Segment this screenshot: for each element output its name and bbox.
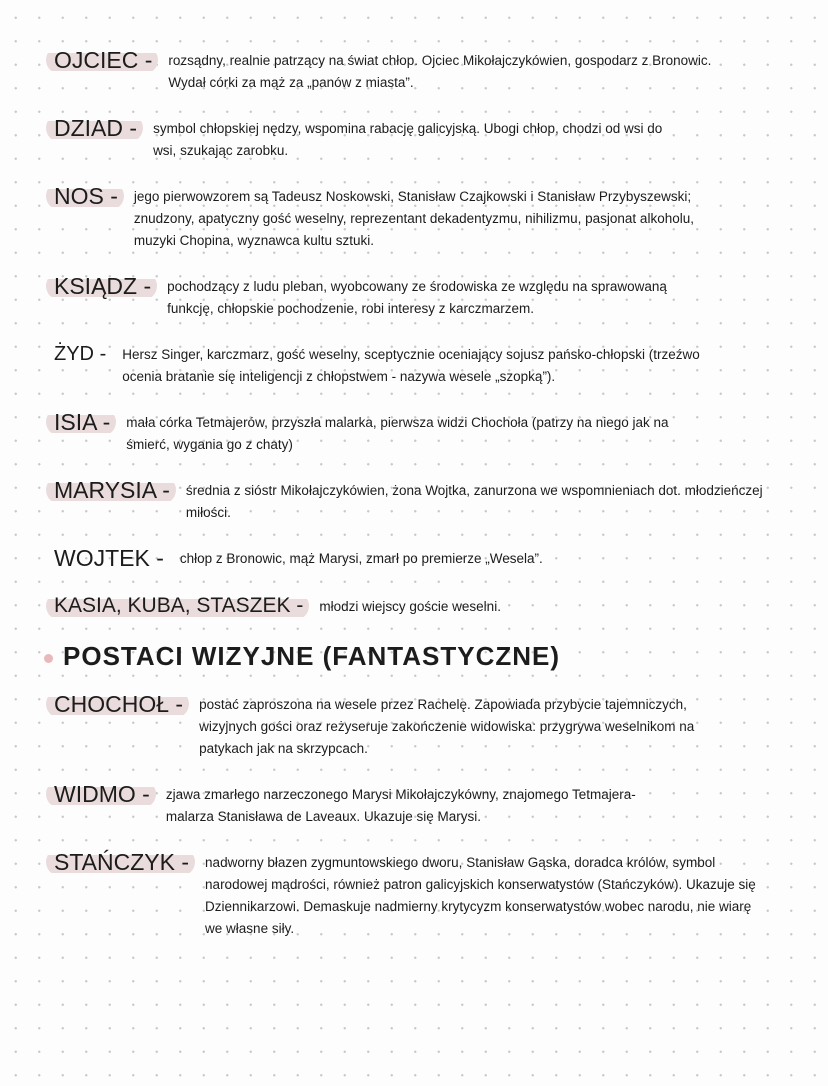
description — [168, 46, 804, 94]
section-heading — [44, 640, 804, 672]
description — [153, 114, 804, 162]
entry-wojtek — [46, 544, 804, 572]
term-label: STAŃCZYK — [54, 849, 175, 875]
term-label: WIDMO — [54, 781, 136, 807]
term-label: OJCIEC — [54, 47, 139, 73]
term-label: KSIĄDZ — [54, 273, 138, 299]
entry-ojciec — [46, 46, 804, 94]
description-line: we własne siły. — [205, 921, 295, 936]
dash: - — [129, 115, 138, 141]
term-marysia — [46, 476, 176, 504]
term-label: NOS — [54, 183, 104, 209]
dash: - — [143, 273, 152, 299]
entry-zyd — [46, 340, 804, 388]
description — [205, 848, 804, 940]
entry-stanczyk — [46, 848, 804, 940]
term-label: WOJTEK — [54, 545, 150, 571]
dash: - — [296, 594, 304, 617]
description-line: znudzony, apatyczny gość weselny, reprezentant dekadentyzmu, nihilizmu, pasjonat alkoholu, — [133, 211, 694, 226]
term-stanczyk — [46, 848, 195, 876]
term-label: ŻYD — [54, 343, 94, 365]
description — [126, 408, 804, 456]
term-label: KASIA, KUBA, STASZEK — [54, 594, 291, 617]
term-kasia-kuba-staszek — [46, 592, 309, 620]
term-nos — [46, 182, 124, 210]
term-label: MARYSIA — [54, 477, 156, 503]
description-line: jego pierwowzorem są Tadeusz Noskowski, Stanisław Czajkowski i Stanisław Przybyszewski; — [133, 189, 692, 204]
section-heading-label: POSTACI WIZYJNE (FANTASTYCZNE) — [63, 641, 561, 671]
term-chochol — [46, 690, 189, 718]
description — [166, 780, 804, 828]
dash: - — [175, 691, 184, 717]
description — [134, 182, 804, 252]
entry-nos — [46, 182, 804, 252]
description-line: malarza Stanisława de Laveaux. Ukazuje się Marysi. — [165, 809, 481, 824]
entry-isia — [46, 408, 804, 456]
term-wojtek — [46, 544, 170, 572]
description-line: nadworny błazen zygmuntowskiego dworu, Stanisław Gąska, doradca królów, symbol — [205, 855, 716, 870]
description-line: pochodzący z ludu pleban, wyobcowany ze środowiska ze względu na sprawowaną — [167, 279, 667, 294]
term-zyd — [46, 340, 112, 368]
description-line: ocenia bratanie się inteligencji z chłopstwem - nazywa wesele „szopką”). — [122, 369, 556, 384]
description-line: Wydał córki za mąż za „panów z miasta”. — [168, 75, 414, 90]
bullet-icon — [44, 654, 53, 663]
term-widmo — [46, 780, 156, 808]
term-label: DZIAD — [54, 115, 123, 141]
description-line: mała córka Tetmajerów, przyszła malarka, pierwsza widzi Chochoła (patrzy na niego jak na — [126, 415, 669, 430]
description-line: postać zaproszona na wesele przez Rachelę. Zapowiada przybycie tajemniczych, — [199, 697, 687, 712]
description-line: średnia z sióstr Mikołajczykówien, żona Wojtka, zanurzona we wspomnieniach dot. młodzieńczej — [185, 483, 763, 498]
description-line: rozsądny, realnie patrzący na świat chłop. Ojciec Mikołajczykówien, gospodarz z Bronowic. — [168, 53, 712, 68]
description-line: śmierć, wygania go z chaty) — [126, 437, 293, 452]
entry-chochol — [46, 690, 804, 760]
term-ojciec — [46, 46, 158, 74]
dash: - — [102, 409, 111, 435]
entry-widmo — [46, 780, 804, 828]
term-dziad — [46, 114, 143, 142]
dash: - — [144, 47, 153, 73]
dash: - — [181, 849, 190, 875]
description-line: wizyjnych gości oraz reżyseruje zakończenie widowiska: przygrywa weselnikom na — [199, 719, 695, 734]
description — [180, 544, 804, 570]
description — [167, 272, 804, 320]
dash: - — [162, 477, 170, 503]
term-label: ISIA — [54, 409, 97, 435]
description-line: Dziennikarzowi. Demaskuje nadmierny krytycyzm konserwatystów wobec narodu, nie wiarę — [205, 899, 752, 914]
entry-ksiadz — [46, 272, 804, 320]
entry-kasia-kuba-staszek — [46, 592, 804, 620]
term-isia — [46, 408, 116, 436]
entry-marysia — [46, 476, 804, 524]
description-line: miłości. — [185, 505, 231, 520]
term-ksiadz — [46, 272, 157, 300]
description-line: symbol chłopskiej nędzy, wspomina rabację galicyjską. Ubogi chłop, chodzi od wsi do — [153, 121, 663, 136]
description — [122, 340, 804, 388]
dash: - — [142, 781, 150, 807]
term-label: CHOCHOŁ — [54, 691, 170, 717]
description-line: narodowej mądrości, również patron galicyjskich konserwatystów (Stańczyków). Ukazuje się — [205, 877, 756, 892]
entry-dziad — [46, 114, 804, 162]
description — [319, 592, 804, 618]
description-line: zjawa zmarłego narzeczonego Marysi Mikołajczykówny, znajomego Tetmajera- — [165, 787, 636, 802]
description — [199, 690, 804, 760]
description-line: młodzi wiejscy goście weselni. — [319, 599, 501, 614]
description-line: muzyki Chopina, wyznawca kultu sztuki. — [133, 233, 374, 248]
dash: - — [156, 545, 164, 571]
description-line: patykach jak na skrzypcach. — [199, 741, 368, 756]
description — [186, 476, 804, 524]
description-line: funkcję, chłopskie pochodzenie, robi interesy z karczmarzem. — [167, 301, 535, 316]
description-line: wsi, szukając zarobku. — [153, 143, 289, 158]
dash: - — [99, 343, 107, 365]
description-line: chłop z Bronowic, mąż Marysi, zmarł po premierze „Wesela”. — [179, 551, 543, 566]
description-line: Hersz Singer, karczmarz, gość weselny, sceptycznie oceniający sojusz pańsko-chłopski (trzeźwo — [122, 347, 700, 362]
dash: - — [110, 183, 118, 209]
